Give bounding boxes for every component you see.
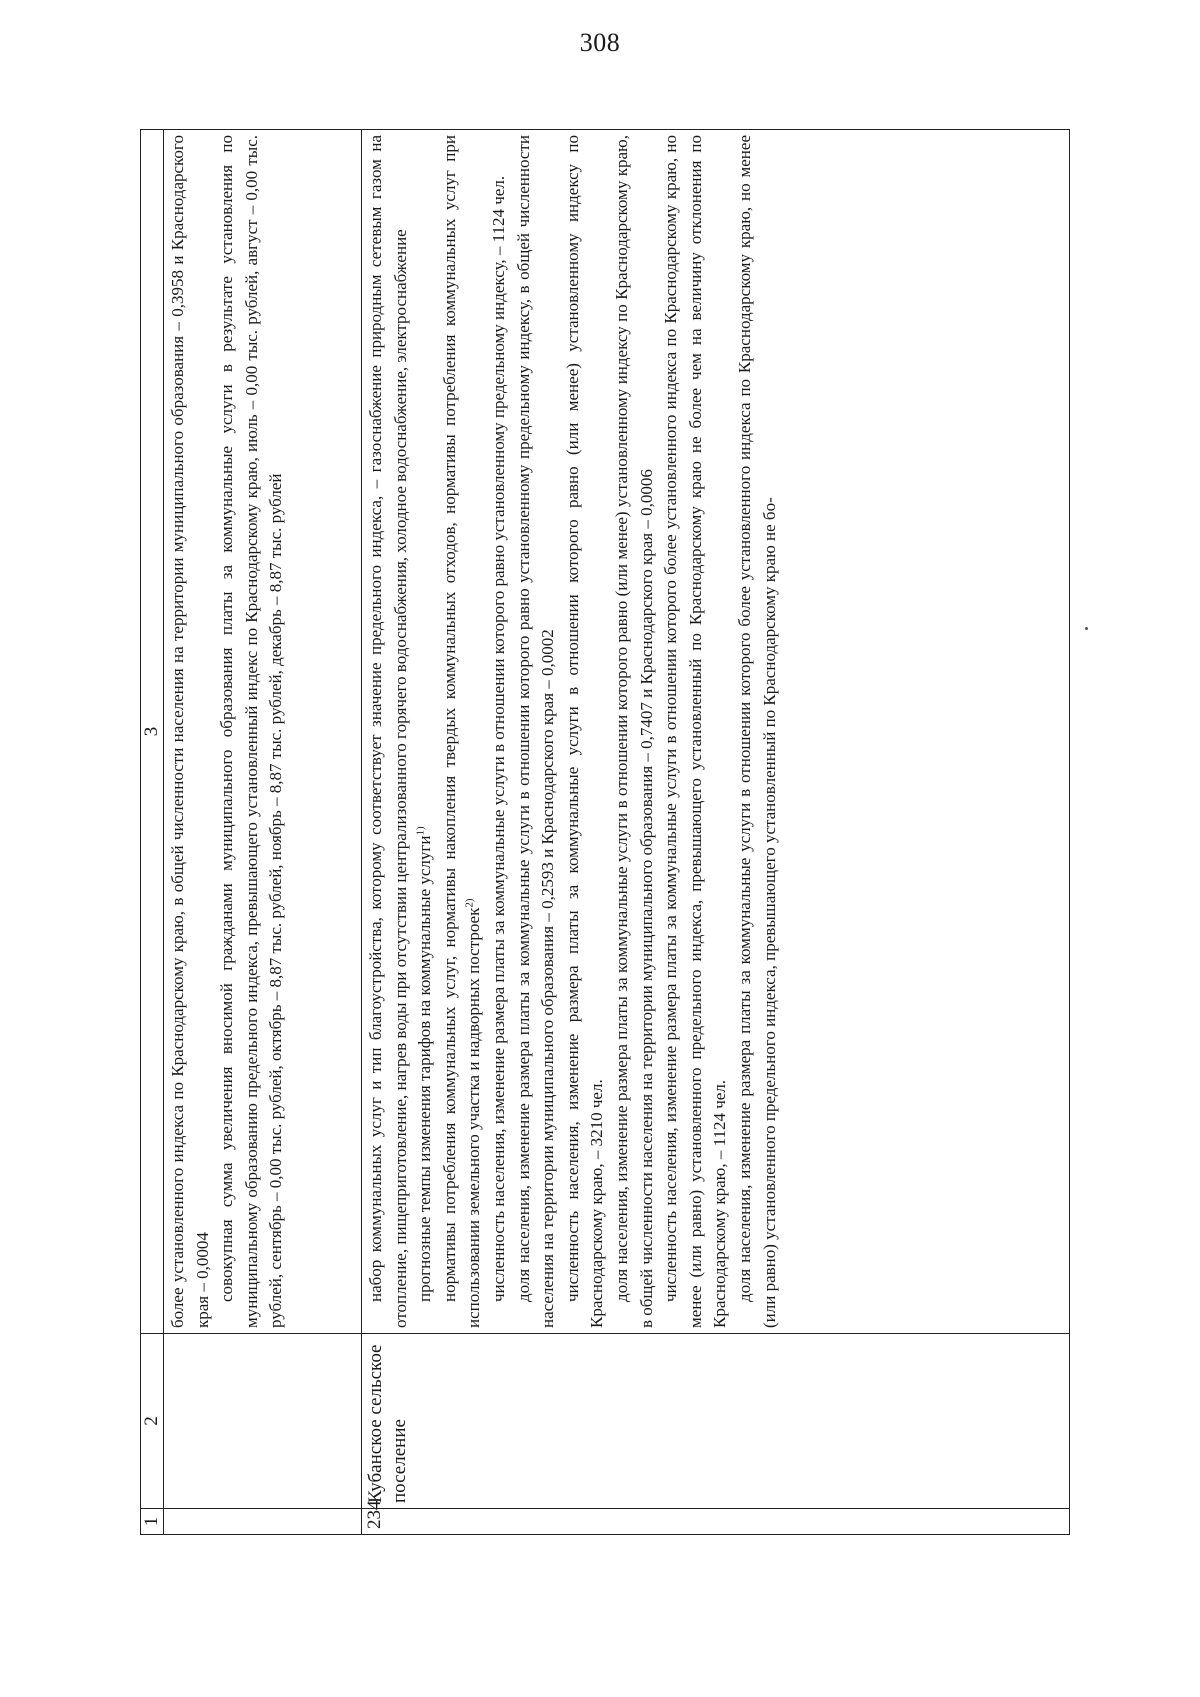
text-paragraph: численность населения, изменение размера платы за коммунальные услуги в отношении которого равно установленному предельному индексу, – 1124 чел. [488, 175, 508, 1302]
text-paragraph: доля населения, изменение размера платы за коммунальные услуги в отношении которого равно установленному предельному индексу, в общей численности населения на территории муниципального образования – 0,2593 и Краснодарского края – 0,0002 [513, 135, 558, 1328]
paragraph-text: нормативы потребления коммунальных услуг, нормативы накопления твердых коммунальных отходов, нормативы потребления коммунальных услуг при использовании земельного участка и надворных построек [439, 135, 484, 1328]
text-paragraph: доля населения, изменение размера платы за коммунальные услуги в отношении которого равно (или менее) установленному индексу по Краснодарскому краю, в общей численности населения на территории муниципального образования – 0,7407 и Краснодарского края – 0,0006 [611, 135, 656, 1328]
document-table [140, 129, 1070, 1535]
paragraph-text: прогнозные темпы изменения тарифов на коммунальные услуги [415, 835, 435, 1302]
scan-speck [1085, 627, 1088, 630]
table-row [164, 130, 362, 1535]
text-paragraph: доля населения, изменение размера платы за коммунальные услуги в отношении которого более установленного индекса по Краснодарскому краю, но менее (или равно) установленного предельного индекса, превышающего установленный по Краснодарскому краю не бо- [734, 135, 779, 1328]
table-header-row [141, 130, 164, 1535]
header-col-3: 3 [141, 130, 164, 1334]
table-row [362, 130, 1070, 1535]
text-paragraph: более установленного индекса по Краснодарскому краю, в общей численности населения на территории муниципального образования – 0,3958 и Краснодарского края – 0,0004 [168, 135, 212, 1328]
footnote-marker: 1) [414, 826, 427, 836]
text-paragraph: численность населения, изменение размера платы за коммунальные услуги в отношении которого равно (или менее) установленному индексу по Краснодарскому краю, – 3210 чел. [562, 135, 607, 1328]
footnote-marker: 2) [463, 898, 476, 908]
page-number: 308 [579, 28, 621, 57]
header-col-1: 1 [141, 1509, 164, 1535]
settlement-name-cell: Кубанское сельское поселение [362, 1334, 1070, 1509]
text-paragraph: совокупная сумма увеличения вносимой гражданами муниципального образования платы за коммунальные услуги в результате установления по муниципальному образованию предельного индекса, превышающего установленный индекс по Краснодарскому краю, июль – 0,00 тыс. рублей, август – 0,00 тыс. рублей, сентябрь – 0,00 тыс. рублей, октябрь – 8,87 тыс. рублей, ноябрь – 8,87 тыс. рублей, декабрь – 8,87 тыс. рублей [217, 135, 286, 1328]
row-number-cell: 234 [362, 1509, 1070, 1535]
header-col-2: 2 [141, 1334, 164, 1509]
text-paragraph [438, 135, 487, 1328]
row-number-cell [164, 1509, 362, 1535]
text-paragraph [413, 135, 438, 1328]
rotated-table-container [140, 130, 1070, 1535]
row-name-cell [164, 1334, 362, 1509]
text-paragraph: набор коммунальных услуг и тип благоустройства, которому соответствует значение предельного индекса, – газоснабжение природным сетевым газом на отопление, пищеприготовление, нагрев воды при отсутствии централизованного горячего водоснабжения, холодное водоснабжение, электроснабжение [366, 135, 410, 1328]
row-text-cell [362, 130, 1070, 1334]
text-paragraph: численность населения, изменение размера платы за коммунальные услуги в отношении которого более установленного индекса по Краснодарскому краю, но менее (или равно) установленного предельного индекса, превышающего установленный по Краснодарскому краю не более чем на величину отклонения по Краснодарскому краю, – 1124 чел. [661, 135, 730, 1328]
row-text-cell [164, 130, 362, 1334]
